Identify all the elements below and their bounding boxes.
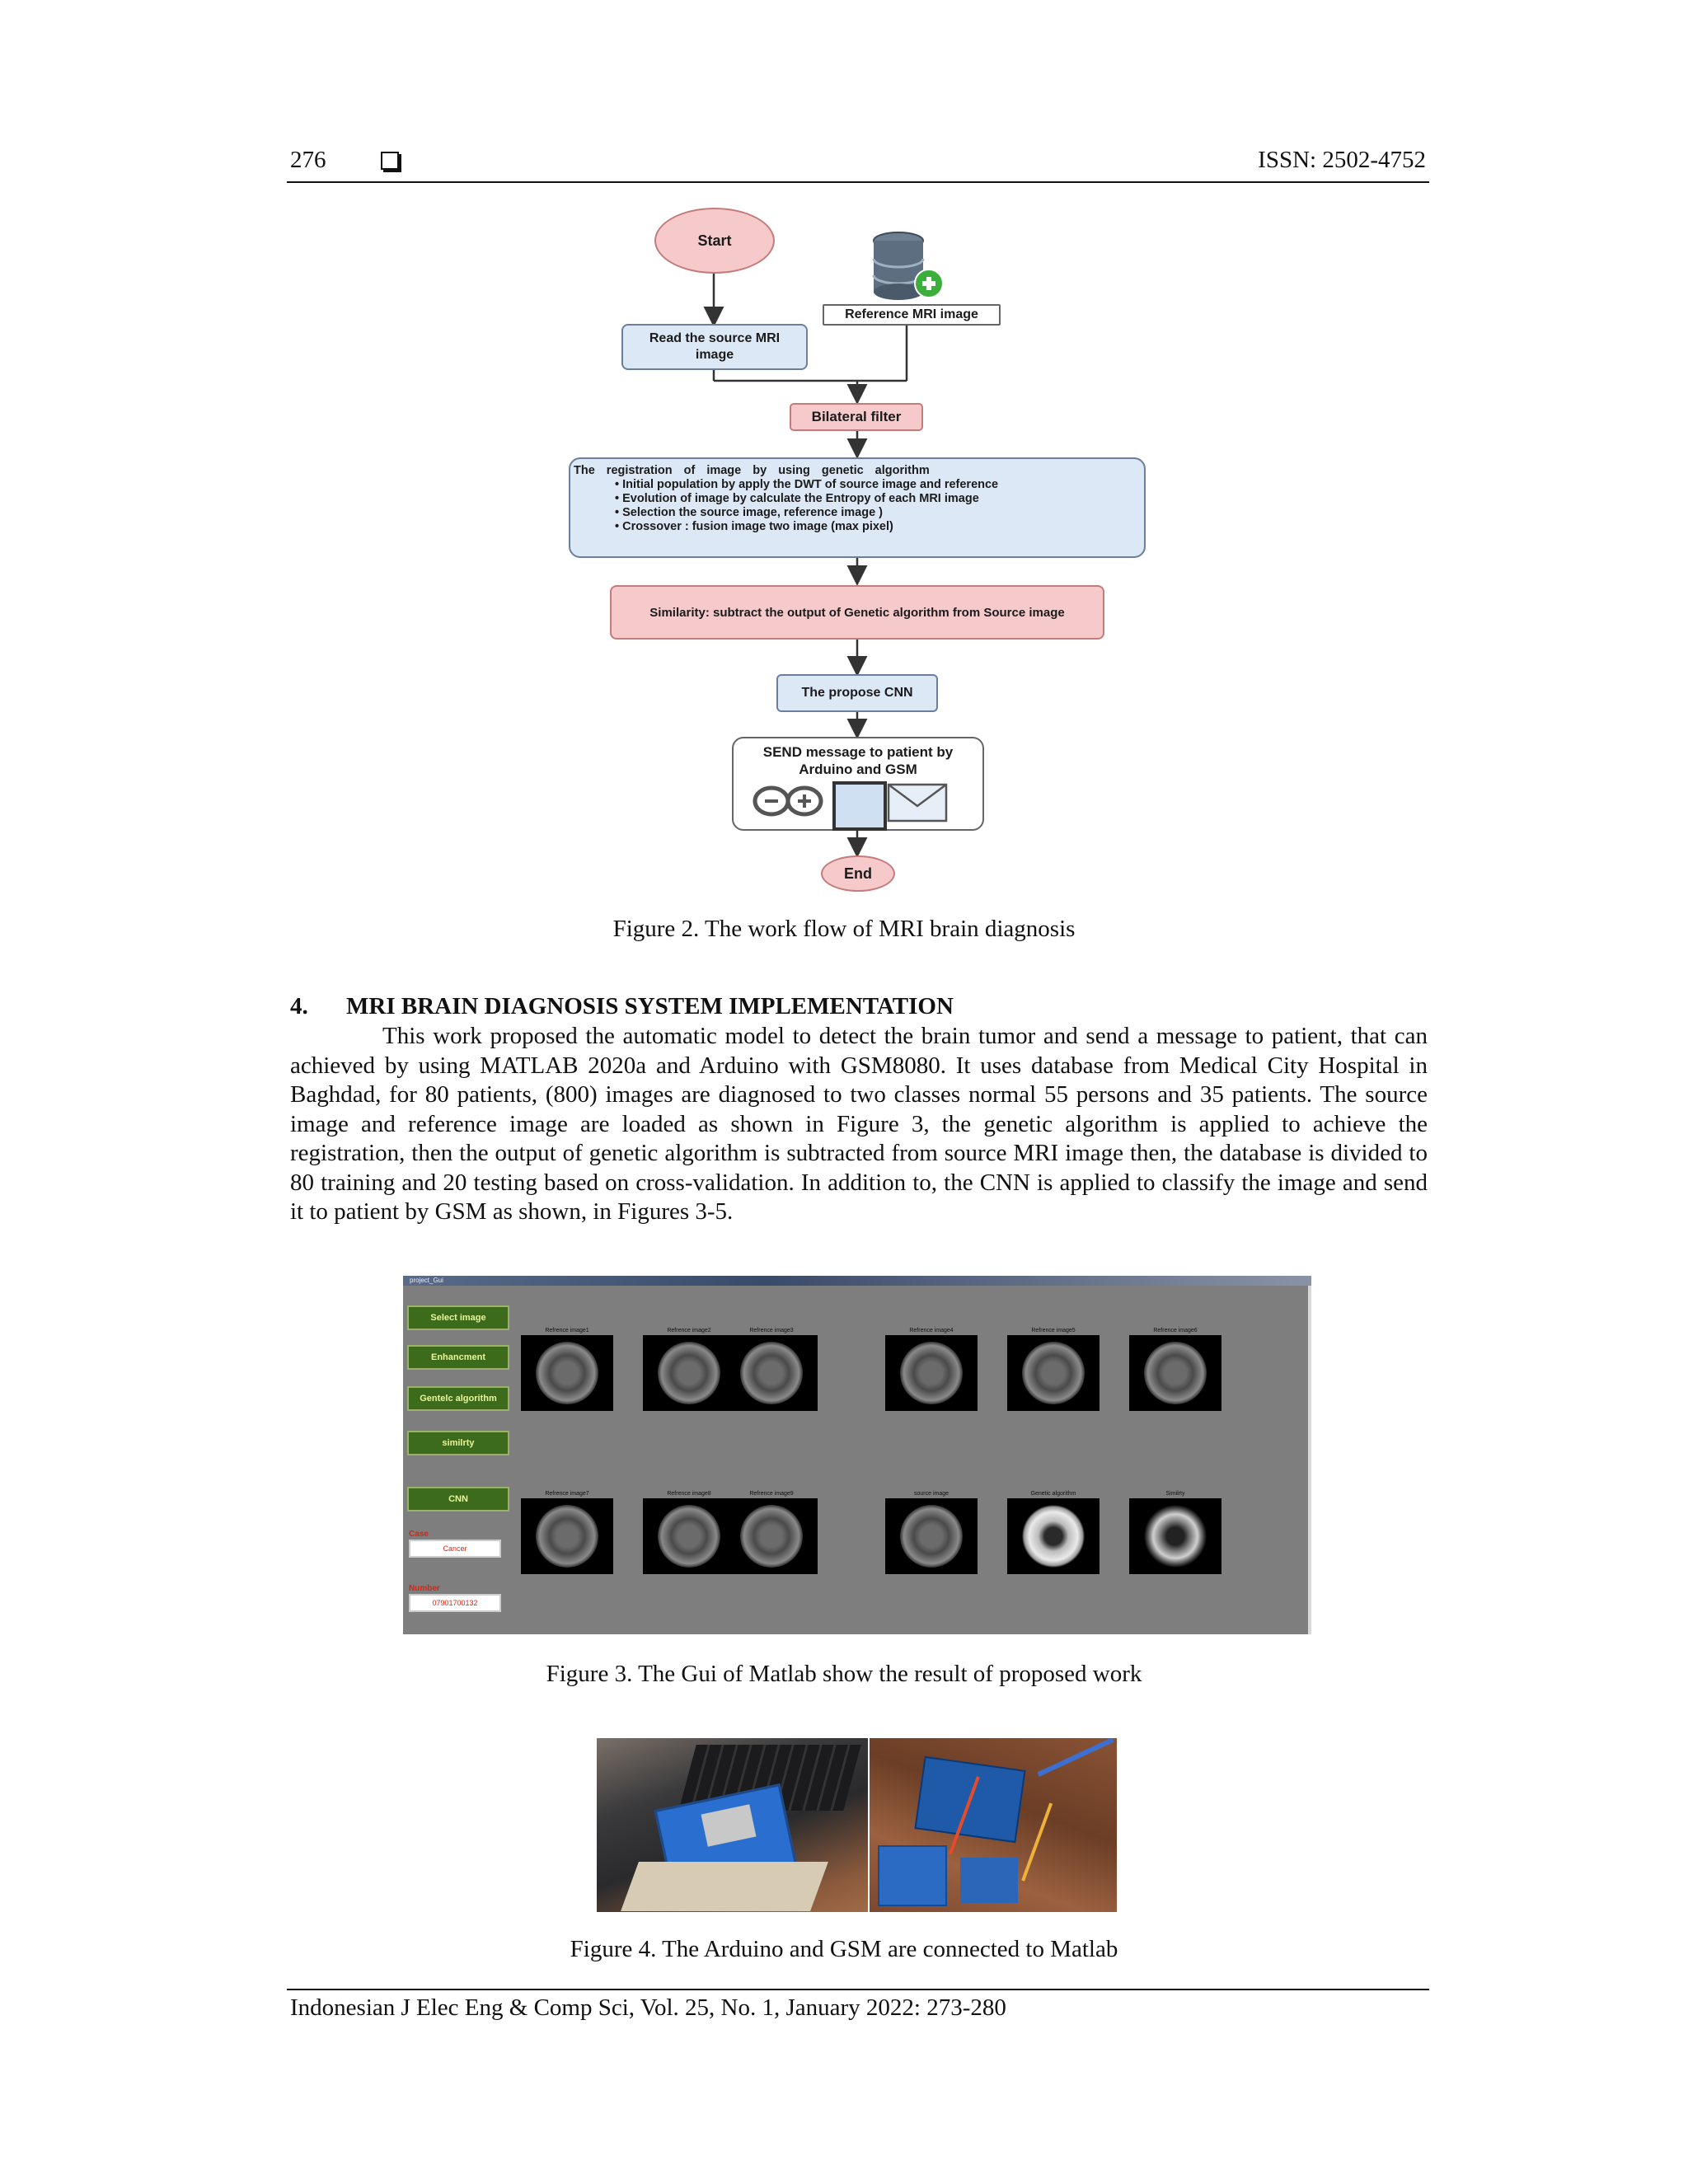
section-number: 4. — [290, 993, 308, 1019]
mri-thumbnail — [725, 1335, 818, 1411]
case-field[interactable]: Cancer — [409, 1540, 501, 1558]
body-paragraph — [290, 1022, 1428, 1227]
flow-cnn: The propose CNN — [776, 674, 938, 712]
thumb-label: Refrence image2 — [667, 1328, 711, 1333]
mri-thumbnail — [1129, 1335, 1221, 1411]
mri-thumbnail — [521, 1498, 613, 1574]
gui-right-strip — [1308, 1286, 1311, 1634]
cnn-button[interactable]: CNN — [407, 1487, 509, 1511]
figure2-caption: Figure 2. The work flow of MRI brain diagnosis — [612, 916, 1076, 942]
thumb-label: Refrence image5 — [1031, 1328, 1076, 1333]
flow-bilateral: Bilateral filter — [790, 403, 923, 431]
registration-title: The registration of image by using genetic algorithm — [574, 464, 930, 477]
envelope-icon — [887, 783, 948, 823]
mri-thumbnail — [643, 1498, 735, 1574]
mri-thumbnail — [1007, 1498, 1100, 1574]
enhancment-button[interactable]: Enhancment — [407, 1345, 509, 1370]
registration-bullet: • Selection the source image, reference image ) — [615, 506, 884, 519]
number-field[interactable]: 07901700132 — [409, 1594, 501, 1612]
select-image-button[interactable]: Select image — [407, 1305, 509, 1330]
section-title: MRI BRAIN DIAGNOSIS SYSTEM IMPLEMENTATION — [346, 993, 954, 1019]
thumb-label: Refrence image1 — [545, 1328, 589, 1333]
section-heading — [290, 993, 954, 1020]
photo-arduino-wiring — [870, 1738, 1117, 1912]
mri-thumbnail — [1007, 1335, 1100, 1411]
gsm-module — [878, 1845, 947, 1906]
mri-thumbnail — [1129, 1498, 1221, 1574]
genetic-algorithm-button[interactable]: Gentelc algorithm — [407, 1386, 509, 1411]
mri-thumbnail — [643, 1335, 735, 1411]
matlab-gui — [403, 1276, 1311, 1634]
thumb-label: Refrence image8 — [667, 1491, 711, 1497]
issn: ISSN: 2502-4752 — [1258, 147, 1426, 173]
number-label: Number — [409, 1584, 440, 1593]
figure4-caption: Figure 4. The Arduino and GSM are connected to Matlab — [570, 1936, 1118, 1962]
thumb-label: Refrence image6 — [1153, 1328, 1198, 1333]
case-label: Case — [409, 1530, 429, 1539]
database-icon — [865, 229, 948, 308]
thumb-label: Refrence image9 — [749, 1491, 794, 1497]
figure3-caption: Figure 3. The Gui of Matlab show the result of proposed work — [546, 1661, 1142, 1687]
flow-registration — [569, 457, 1146, 558]
registration-bullet: • Initial population by apply the DWT of source image and reference — [615, 478, 999, 491]
footer-rule — [287, 1989, 1429, 1990]
thumb-label: source image — [913, 1491, 950, 1497]
paragraph-text: This work proposed the automatic model to detect the brain tumor and send a message to patient, that can achieved by using MATLAB 2020a and Arduino with GSM8080. It uses database from Medical City Hospital in Baghdad, for 80 patients, (800) images are diagnosed to two classes normal 55 persons and 35 patients. The source image and reference image are loaded as shown in Figure 3, the genetic algorithm is applied to achieve the registration, then the output of genetic algorithm is subtracted from source MRI image then, the database is divided to 80 training and 20 testing based on cross-validation. In addition to, the CNN is applied to classify the image and send it to patient by GSM as shown, in Figures 3-5. — [290, 1023, 1428, 1225]
gui-titlebar — [403, 1276, 1311, 1286]
mri-thumbnail — [521, 1335, 613, 1411]
flow-end: End — [821, 855, 895, 892]
mri-thumbnail — [885, 1335, 978, 1411]
send-label: SEND message to patient by Arduino and GSM — [762, 744, 954, 777]
footer-citation: Indonesian J Elec Eng & Comp Sci, Vol. 25, No. 1, January 2022: 273-280 — [290, 1994, 1006, 2021]
similrty-button[interactable]: similrty — [407, 1431, 509, 1455]
thumb-label: Refrence image7 — [545, 1491, 589, 1497]
page-number: 276 — [290, 147, 326, 173]
thumb-label: Similrty — [1165, 1491, 1185, 1497]
registration-bullet: • Crossover : fusion image two image (max pixel) — [615, 520, 893, 533]
thumb-label: Refrence image4 — [909, 1328, 954, 1333]
paper-base — [621, 1862, 828, 1911]
gsm-device-icon — [832, 781, 887, 831]
flow-similarity: Similarity: subtract the output of Genetic algorithm from Source image — [610, 585, 1104, 640]
mri-thumbnail — [885, 1498, 978, 1574]
thumb-label: Genetic algorithm — [1030, 1491, 1076, 1497]
flow-start: Start — [654, 208, 775, 274]
registration-bullet: • Evolution of image by calculate the Entropy of each MRI image — [615, 492, 979, 505]
arduino-icon — [752, 785, 824, 818]
mri-thumbnail — [725, 1498, 818, 1574]
flow-read-source: Read the source MRI image — [621, 324, 808, 370]
thumb-label: Refrence image3 — [749, 1328, 794, 1333]
gui-title: project_Gui — [410, 1277, 443, 1284]
usb-cable — [1037, 1738, 1114, 1777]
flow-reference: Reference MRI image — [823, 304, 1001, 326]
photo-gsm-on-laptop — [597, 1738, 868, 1912]
